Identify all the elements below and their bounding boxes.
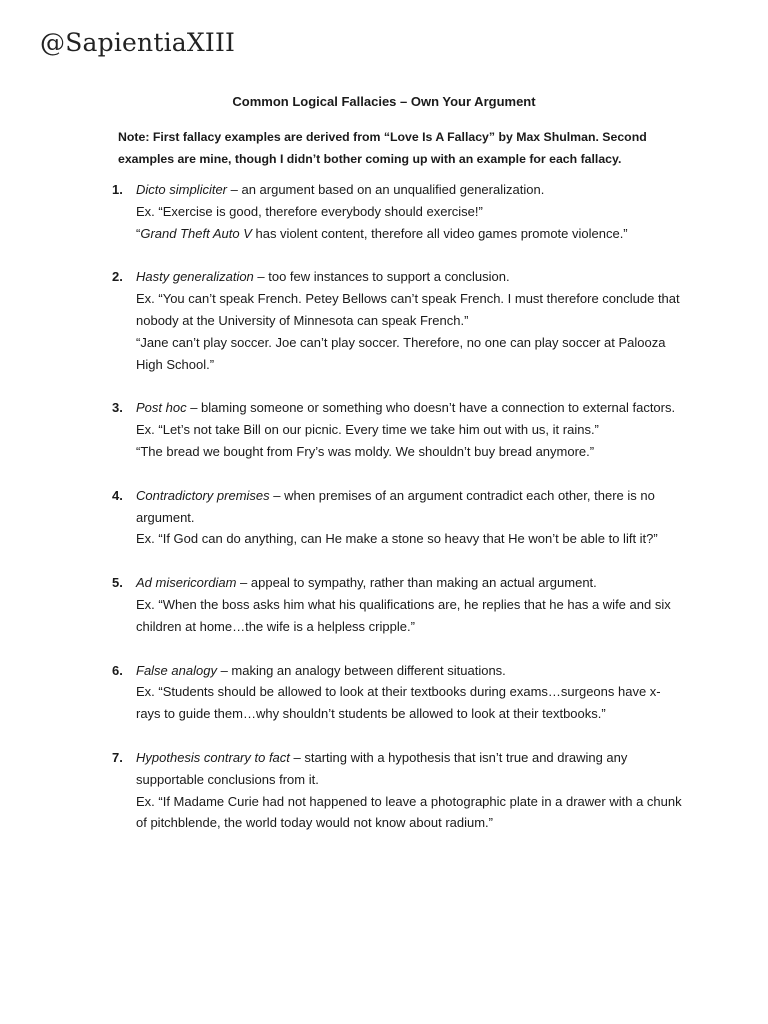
example-1: Ex. “When the boss asks him what his qualifications are, he replies that he has a wife and six children at home…the wife is a helpless cripple.” — [136, 596, 671, 634]
item-number: 2. — [112, 269, 123, 285]
item-definition-line — [136, 397, 682, 419]
example-1: Ex. “Exercise is good, therefore everybody should exercise!” — [136, 203, 483, 219]
fallacy-definition: – an argument based on an unqualified generalization. — [227, 182, 545, 197]
fallacy-item-hypothesis-contrary-to-fact — [0, 747, 768, 834]
example-1: Ex. “Let’s not take Bill on our picnic. Every time we take him out with us, it rains.” — [136, 422, 599, 438]
example-1: Ex. “If Madame Curie had not happened to leave a photographic plate in a drawer with a chunk of pitchblende, the world today would not know about radium.” — [136, 793, 682, 831]
document-title: Common Logical Fallacies – Own Your Argument — [232, 94, 536, 109]
fallacy-definition: – making an analogy between different situations. — [216, 662, 506, 678]
note-paragraph: Note: First fallacy examples are derived from “Love Is A Fallacy” by Max Shulman. Second examples are mine, though I didn’t bother coming up with an example for each fallacy. — [118, 130, 647, 166]
fallacy-term: Ad misericordiam — [136, 575, 237, 591]
fallacy-definition: – appeal to sympathy, rather than making an actual argument. — [236, 575, 597, 591]
fallacy-item-hasty-generalization — [0, 266, 768, 375]
item-definition-line — [136, 266, 682, 288]
fallacy-item-post-hoc — [0, 397, 768, 462]
fallacy-term: Post hoc — [136, 400, 187, 416]
item-definition-line — [136, 179, 682, 201]
item-number: 5. — [112, 575, 123, 591]
item-number: 3. — [112, 400, 123, 416]
example-2-open-quote: “ — [136, 225, 141, 241]
example-2: “Jane can’t play soccer. Joe can’t play soccer. Therefore, no one can play soccer at Palooza High School.” — [136, 334, 666, 372]
fallacy-item-dicto-simpliciter — [0, 179, 768, 244]
example-2 — [136, 223, 682, 245]
fallacy-item-contradictory-premises — [0, 485, 768, 550]
item-definition-line — [136, 572, 682, 594]
fallacy-item-false-analogy — [0, 660, 768, 725]
fallacy-definition: – too few instances to support a conclusion. — [253, 269, 510, 285]
example-1: Ex. “You can’t speak French. Petey Bellows can’t speak French. I must therefore conclude that nobody at the University of Minnesota can speak French.” — [136, 291, 680, 328]
item-number: 7. — [112, 749, 123, 765]
example-1: Ex. “Students should be allowed to look at their textbooks during exams…surgeons have x-rays to guide them…why shouldn’t students be allowed to look at their textbooks.” — [136, 684, 661, 722]
item-definition-line — [136, 485, 682, 529]
fallacy-term: Dicto simpliciter — [136, 182, 228, 197]
fallacy-term: Hypothesis contrary to fact — [136, 749, 290, 765]
fallacy-term: Hasty generalization — [136, 269, 254, 285]
fallacy-term: Contradictory premises — [136, 487, 270, 503]
item-number: 1. — [112, 182, 123, 197]
example-2-italic-title: Grand Theft Auto V — [140, 225, 252, 241]
fallacy-list — [0, 179, 768, 856]
item-definition-line — [136, 660, 682, 682]
item-definition-line — [136, 747, 682, 791]
example-1: Ex. “If God can do anything, can He make a stone so heavy that He won’t be able to lift it?” — [136, 531, 658, 547]
item-number: 6. — [112, 662, 123, 678]
fallacy-item-ad-misericordiam — [0, 572, 768, 637]
fallacy-definition: – when premises of an argument contradict each other, there is no argument. — [136, 487, 655, 525]
author-handle: @SapientiaXIII — [40, 28, 236, 57]
fallacy-term: False analogy — [136, 662, 217, 678]
fallacy-definition: – starting with a hypothesis that isn’t true and drawing any supportable conclusions from it. — [136, 749, 628, 787]
fallacy-definition: – blaming someone or something who doesn’t have a connection to external factors. — [186, 400, 676, 416]
example-2-rest: has violent content, therefore all video games promote violence.” — [251, 225, 628, 241]
example-2: “The bread we bought from Fry’s was moldy. We shouldn’t buy bread anymore.” — [136, 443, 595, 459]
item-number: 4. — [112, 487, 123, 503]
